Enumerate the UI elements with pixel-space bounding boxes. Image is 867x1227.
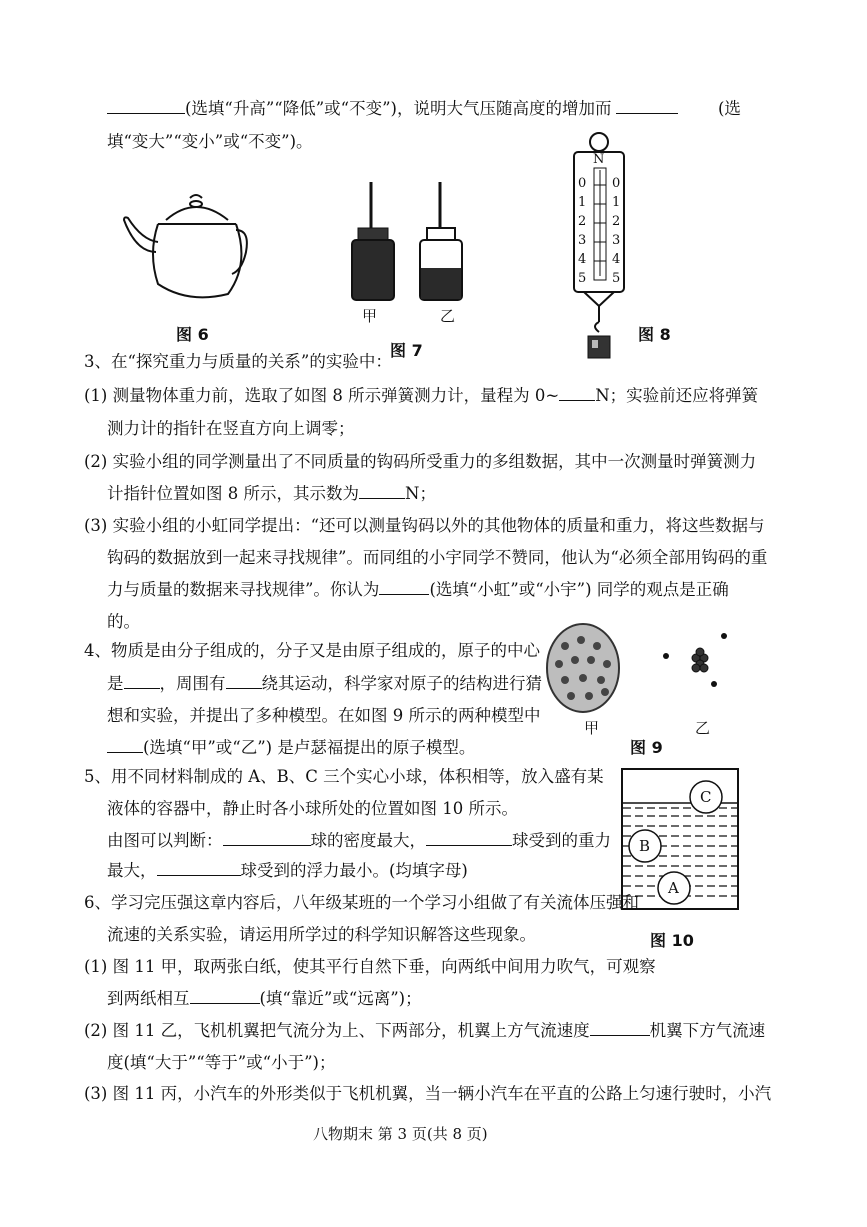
answer-blank[interactable] — [379, 579, 429, 595]
answer-blank[interactable] — [107, 737, 143, 753]
q3-p2-text-b: 计指针位置如图 8 所示，其示数为 — [107, 484, 359, 503]
teapot-figure — [118, 190, 248, 305]
q4-line4 — [107, 737, 475, 759]
figure-9-label-a: 甲 — [584, 719, 600, 737]
scale-tick-label: 0 — [578, 176, 587, 191]
q6-part2-line2: 度(填“大于”“等于”或“小于”)； — [107, 1053, 336, 1072]
figure-7-label-b: 乙 — [440, 307, 456, 325]
answer-blank[interactable] — [124, 673, 160, 689]
answer-blank[interactable] — [616, 98, 678, 114]
q3-part3-line2: 钩码的数据放到一起来寻找规律”。而同组的小宇同学不赞同，他认为“必须全部用钩码的重 — [107, 548, 768, 567]
scale-tick-label: 3 — [612, 233, 621, 248]
scale-tick-label: 3 — [578, 233, 587, 248]
q3-part1-line2: 测力计的指针在竖直方向上调零； — [107, 419, 355, 438]
scale-tick-label: 4 — [578, 252, 587, 267]
q6-part1-line2 — [107, 988, 422, 1010]
q3-title: 3、在“探究重力与质量的关系”的实验中： — [84, 352, 392, 371]
q4-line2 — [107, 673, 542, 695]
q6-part2-line1 — [84, 1020, 765, 1042]
q6-p2-text-b: 机翼下方气流速 — [649, 1021, 766, 1040]
figure-9-caption: 图 9 — [630, 738, 663, 757]
scale-tick-label: 2 — [612, 214, 621, 229]
atom-model-figure-a — [545, 622, 625, 718]
q3-p2-text-c: N； — [405, 484, 436, 503]
intro-text-1: (选填“升高”“降低”或“不变”)，说明大气压随高度的增加而 — [185, 99, 612, 118]
q3-part3-line4: 的。 — [107, 612, 140, 631]
answer-blank[interactable] — [226, 673, 262, 689]
q4-line1: 4、物质是由分子组成的，分子又是由原子组成的，原子的中心 — [84, 641, 540, 660]
intro-line-1 — [107, 98, 678, 120]
q5-text-c3: 球受到的重力 — [512, 831, 611, 850]
q5-line1: 5、用不同材料制成的 A、B、C 三个实心小球，体积相等，放入盛有某 — [84, 767, 604, 786]
q3-p1-text-a: (1) 测量物体重力前，选取了如图 8 所示弹簧测力计，量程为 0~ — [84, 386, 560, 405]
answer-blank[interactable] — [223, 830, 311, 846]
figure-7-label-a: 甲 — [362, 307, 378, 325]
ball-a-label: A — [668, 879, 679, 897]
q4-text-b1: 是 — [107, 674, 124, 693]
figure-8-unit: N — [593, 152, 605, 167]
ball-c-label: C — [700, 788, 712, 806]
intro-line-1-end: (选 — [718, 99, 741, 118]
scale-tick-label: 2 — [578, 214, 587, 229]
q3-part1-line1 — [84, 385, 758, 407]
q3-part3-line3 — [107, 579, 729, 601]
scale-tick-label: 5 — [578, 271, 587, 286]
answer-blank[interactable] — [190, 988, 260, 1004]
figure-8-scale-left — [578, 174, 586, 288]
answer-blank[interactable] — [590, 1020, 650, 1036]
q6-p1-text-c: (填“靠近”或“远离”)； — [259, 989, 422, 1008]
answer-blank[interactable] — [359, 483, 405, 499]
answer-blank[interactable] — [107, 98, 185, 114]
atom-model-figure-b — [660, 632, 730, 692]
q4-text-b2: ，周围有 — [159, 674, 226, 693]
q4-text-d: (选填“甲”或“乙”) 是卢瑟福提出的原子模型。 — [143, 738, 476, 757]
answer-blank[interactable] — [559, 385, 595, 401]
scale-tick-label: 5 — [612, 271, 621, 286]
q3-p1-text-b: N；实验前还应将弹簧 — [595, 386, 759, 405]
q3-p3-text-c: 力与质量的数据来寻找规律”。你认为 — [107, 580, 380, 599]
q5-line4 — [107, 860, 468, 882]
answer-blank[interactable] — [157, 860, 241, 876]
q5-text-d1: 最大， — [107, 861, 157, 880]
q5-line2: 液体的容器中，静止时各小球所处的位置如图 10 所示。 — [107, 799, 518, 818]
q4-line3: 想和实验，并提出了多种模型。在如图 9 所示的两种模型中 — [107, 706, 541, 725]
figure-7-caption: 图 7 — [390, 341, 423, 360]
q6-line1: 6、学习完压强这章内容后，八年级某班的一个学习小组做了有关流体压强和 — [84, 893, 639, 912]
q3-part3-line1: (3) 实验小组的小虹同学提出：“还可以测量钩码以外的其他物体的质量和重力，将这些数据与 — [84, 516, 765, 535]
q6-part3-line1: (3) 图 11 丙，小汽车的外形类似于飞机机翼，当一辆小汽车在平直的公路上匀速行驶时，小汽 — [84, 1084, 772, 1103]
scale-tick-label: 4 — [612, 252, 621, 267]
scale-tick-label: 1 — [578, 195, 587, 210]
scale-tick-label: 0 — [612, 176, 621, 191]
figure-9-label-b: 乙 — [695, 719, 711, 737]
q5-text-d2: 球受到的浮力最小。(均填字母) — [240, 861, 468, 880]
page-footer: 八物期末 第 3 页(共 8 页) — [313, 1125, 488, 1143]
ball-b-label: B — [639, 837, 651, 855]
q6-p1-text-b: 到两纸相互 — [107, 989, 190, 1008]
answer-blank[interactable] — [426, 830, 512, 846]
q3-part2-line1: (2) 实验小组的同学测量出了不同质量的钩码所受重力的多组数据，其中一次测量时弹簧测力 — [84, 452, 757, 471]
q3-part2-line2 — [107, 483, 436, 505]
q4-text-b3: 绕其运动，科学家对原子的结构进行猜 — [261, 674, 542, 693]
bottles-figure — [350, 180, 470, 305]
q6-part1-line1: (1) 图 11 甲，取两张白纸，使其平行自然下垂，向两纸中间用力吹气，可观察 — [84, 957, 656, 976]
figure-8-caption: 图 8 — [638, 325, 671, 344]
figure-8-scale-right — [612, 174, 620, 288]
scale-tick-label: 1 — [612, 195, 621, 210]
q6-line2: 流速的关系实验，请运用所学过的科学知识解答这些现象。 — [107, 925, 536, 944]
q5-text-c1: 由图可以判断： — [107, 831, 223, 850]
intro-line-2: 填“变大”“变小”或“不变”)。 — [107, 132, 313, 151]
figure-6-caption: 图 6 — [176, 325, 209, 344]
figure-10-caption: 图 10 — [650, 931, 694, 950]
q5-line3 — [107, 830, 611, 852]
q6-p2-text-a: (2) 图 11 乙，飞机机翼把气流分为上、下两部分，机翼上方气流速度 — [84, 1021, 590, 1040]
q5-text-c2: 球的密度最大， — [310, 831, 426, 850]
q3-p3-text-d: (选填“小虹”或“小宇”) 同学的观点是正确 — [429, 580, 729, 599]
